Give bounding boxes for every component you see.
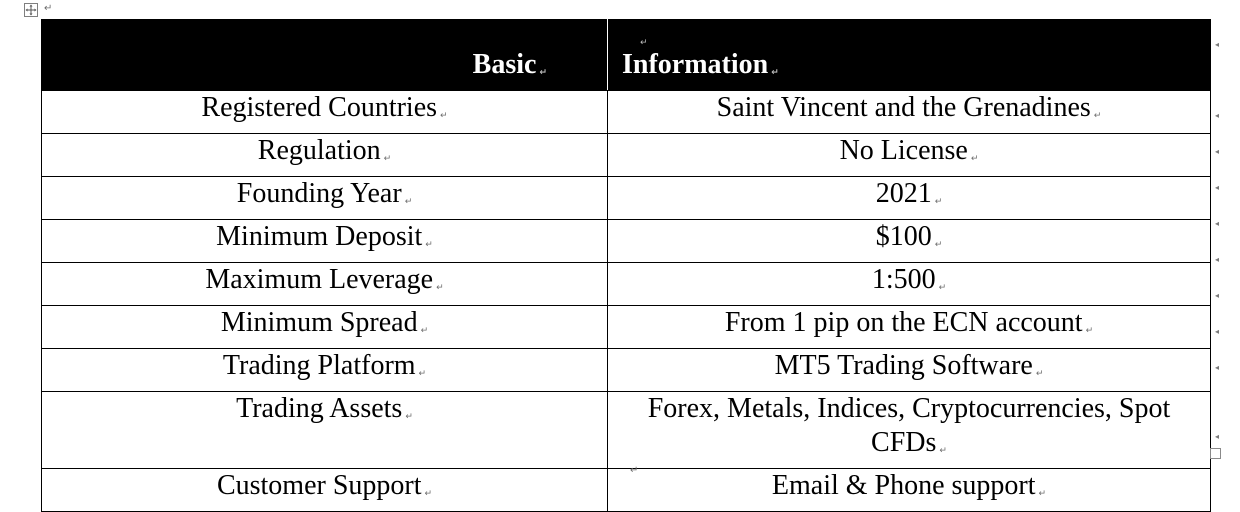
table-move-handle[interactable] <box>24 3 38 17</box>
paragraph-mark: ↵ <box>404 197 413 207</box>
label-cell[interactable] <box>42 134 608 177</box>
value-cell[interactable] <box>608 91 1211 134</box>
row-end-mark: ◂ <box>1215 147 1220 156</box>
paragraph-mark: ↵ <box>771 68 779 78</box>
paragraph-mark: ↵ <box>405 412 413 422</box>
row-label: Minimum Deposit <box>216 221 423 252</box>
paragraph-mark: ↵ <box>418 369 427 379</box>
table-row <box>42 349 1211 392</box>
paragraph-mark: ↵ <box>436 283 444 293</box>
label-cell[interactable] <box>42 306 608 349</box>
row-value: Forex, Metals, Indices, Cryptocurrencies, Spot CFDs <box>647 393 1171 458</box>
row-label: Trading Assets <box>236 393 403 424</box>
label-cell[interactable] <box>42 392 608 469</box>
label-cell[interactable] <box>42 220 608 263</box>
row-label: Regulation <box>257 135 381 166</box>
move-arrows-icon <box>25 4 37 16</box>
label-cell[interactable] <box>42 177 608 220</box>
paragraph-mark: ↵ <box>383 154 392 164</box>
row-label: Maximum Leverage <box>205 264 434 295</box>
paragraph-mark: ↵ <box>934 240 943 250</box>
paragraph-mark: ↵ <box>1035 369 1044 379</box>
table-row <box>42 91 1211 134</box>
label-cell[interactable] <box>42 91 608 134</box>
row-value: MT5 Trading Software <box>774 350 1033 381</box>
row-value: Email & Phone support <box>771 470 1036 501</box>
paragraph-mark: ↵ <box>420 326 429 336</box>
paragraph-mark: ↵ <box>630 465 639 476</box>
header-cell-basic[interactable] <box>42 20 608 91</box>
value-cell[interactable] <box>608 220 1211 263</box>
label-cell[interactable] <box>42 349 608 392</box>
row-label: Trading Platform <box>222 350 416 381</box>
table-row <box>42 306 1211 349</box>
table-row <box>42 263 1211 306</box>
header-label: Basic <box>472 49 537 80</box>
row-end-mark: ◂ <box>1215 327 1220 336</box>
row-label: Customer Support <box>216 470 422 501</box>
table-header-row <box>42 20 1211 91</box>
paragraph-mark: ↵ <box>939 446 947 456</box>
row-end-mark: ◂ <box>1215 432 1220 441</box>
table-row <box>42 177 1211 220</box>
table-row <box>42 134 1211 177</box>
row-end-mark: ◂ <box>1215 291 1220 300</box>
label-cell[interactable] <box>42 469 608 512</box>
paragraph-mark: ↵ <box>938 283 947 293</box>
paragraph-mark: ↵ <box>424 489 433 499</box>
table-row <box>42 220 1211 263</box>
paragraph-mark: ↵ <box>1093 111 1102 121</box>
header-cell-information[interactable] <box>608 20 1211 91</box>
info-table <box>41 19 1211 512</box>
row-label: Minimum Spread <box>220 307 418 338</box>
row-end-mark: ◂ <box>1215 363 1220 372</box>
paragraph-mark: ↵ <box>44 3 53 14</box>
row-value: 2021 <box>875 178 932 209</box>
paragraph-mark: ↵ <box>539 68 547 78</box>
row-end-mark: ◂ <box>1215 255 1220 264</box>
row-end-mark: ◂ <box>1215 111 1220 120</box>
value-cell[interactable] <box>608 306 1211 349</box>
paragraph-mark: ↵ <box>640 38 648 48</box>
row-label: Registered Countries <box>201 92 438 123</box>
row-value: $100 <box>875 221 932 252</box>
paragraph-mark: ↵ <box>440 111 448 121</box>
value-cell[interactable] <box>608 134 1211 177</box>
table-row <box>42 469 1211 512</box>
row-end-mark: ◂ <box>1215 183 1220 192</box>
row-value: No License <box>839 135 968 166</box>
row-value: From 1 pip on the ECN account <box>724 307 1083 338</box>
row-value: Saint Vincent and the Grenadines <box>716 92 1091 123</box>
row-value: 1:500 <box>871 264 936 295</box>
value-cell[interactable] <box>608 392 1211 469</box>
header-label: Information <box>622 49 769 80</box>
value-cell[interactable] <box>608 177 1211 220</box>
row-label: Founding Year <box>236 178 402 209</box>
paragraph-mark: ↵ <box>1038 489 1047 499</box>
paragraph-mark: ↵ <box>970 154 979 164</box>
paragraph-mark: ↵ <box>1085 326 1094 336</box>
paragraph-mark: ↵ <box>425 240 433 250</box>
value-cell[interactable] <box>608 349 1211 392</box>
table-resize-handle[interactable] <box>1210 448 1221 459</box>
table-row <box>42 392 1211 469</box>
label-cell[interactable] <box>42 263 608 306</box>
row-end-mark: ◂ <box>1215 219 1220 228</box>
value-cell[interactable] <box>608 263 1211 306</box>
paragraph-mark: ↵ <box>934 197 943 207</box>
row-end-mark: ◂ <box>1215 40 1220 49</box>
value-cell[interactable] <box>608 469 1211 512</box>
